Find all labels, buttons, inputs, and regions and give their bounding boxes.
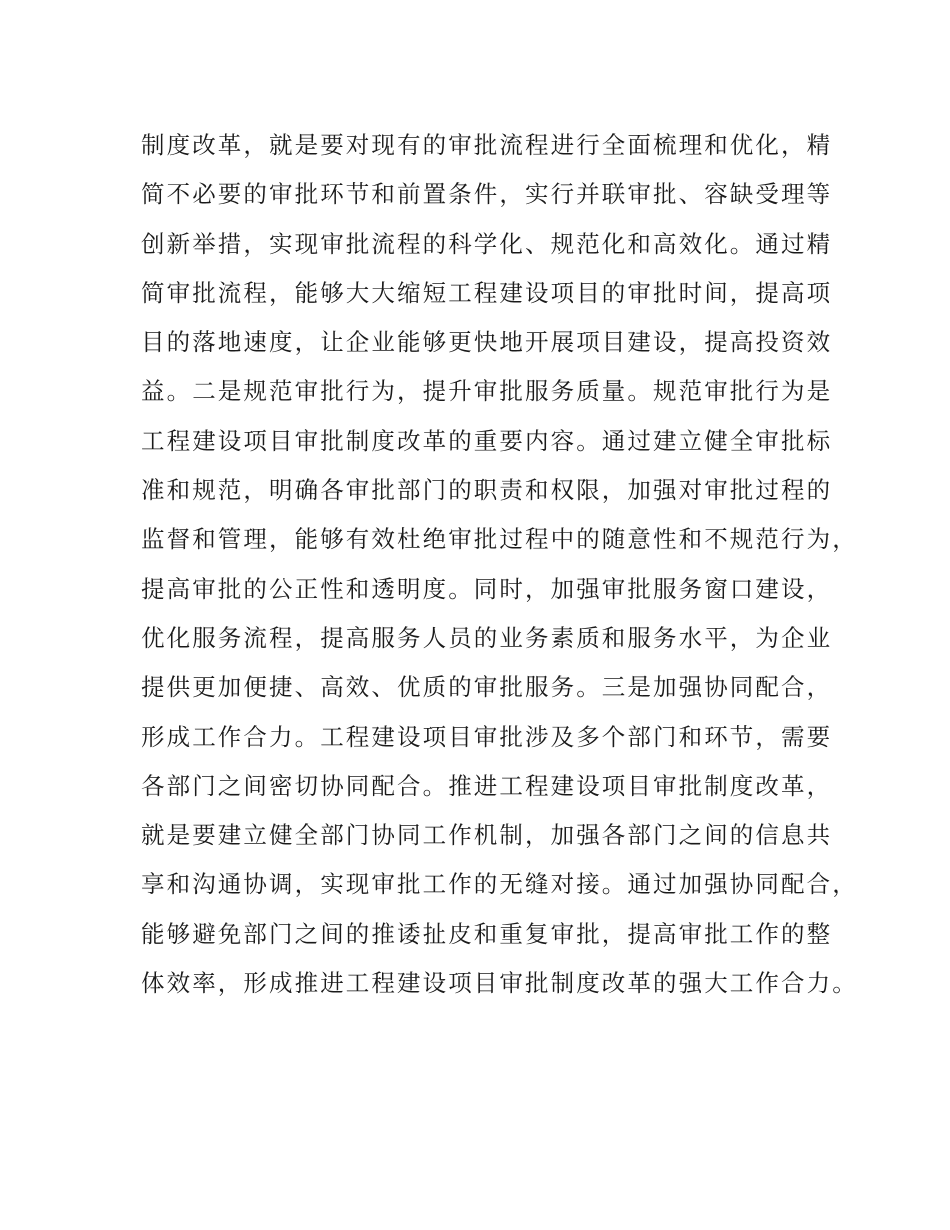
text-line: 能够避免部门之间的推诿扯皮和重复审批，提高审批工作的整 [141, 919, 833, 948]
text-line: 工程建设项目审批制度改革的重要内容。通过建立健全审批标 [141, 426, 833, 455]
text-line: 创新举措，实现审批流程的科学化、规范化和高效化。通过精 [141, 229, 833, 258]
text-line: 益。二是规范审批行为，提升审批服务质量。规范审批行为是 [141, 377, 833, 406]
text-line: 简不必要的审批环节和前置条件，实行并联审批、容缺受理等 [141, 180, 833, 209]
text-line: 各部门之间密切协同配合。推进工程建设项目审批制度改革， [141, 771, 833, 800]
text-line: 简审批流程，能够大大缩短工程建设项目的审批时间，提高项 [141, 278, 833, 307]
body-paragraph [141, 121, 858, 1008]
text-line: 目的落地速度，让企业能够更快地开展项目建设，提高投资效 [141, 328, 833, 357]
text-line: 形成工作合力。工程建设项目审批涉及多个部门和环节，需要 [141, 722, 833, 751]
text-line: 提供更加便捷、高效、优质的审批服务。三是加强协同配合， [141, 673, 833, 702]
text-line: 就是要建立健全部门协同工作机制，加强各部门之间的信息共 [141, 821, 833, 850]
text-line: 准和规范，明确各审批部门的职责和权限，加强对审批过程的 [141, 476, 833, 505]
text-line: 优化服务流程，提高服务人员的业务素质和服务水平，为企业 [141, 623, 833, 652]
text-line: 体效率，形成推进工程建设项目审批制度改革的强大工作合力。 [141, 969, 858, 998]
text-line: 享和沟通协调，实现审批工作的无缝对接。通过加强协同配合， [141, 870, 858, 899]
text-line: 监督和管理，能够有效杜绝审批过程中的随意性和不规范行为， [141, 525, 858, 554]
text-line: 制度改革，就是要对现有的审批流程进行全面梳理和优化，精 [141, 131, 833, 159]
text-line: 提高审批的公正性和透明度。同时，加强审批服务窗口建设， [141, 574, 833, 603]
